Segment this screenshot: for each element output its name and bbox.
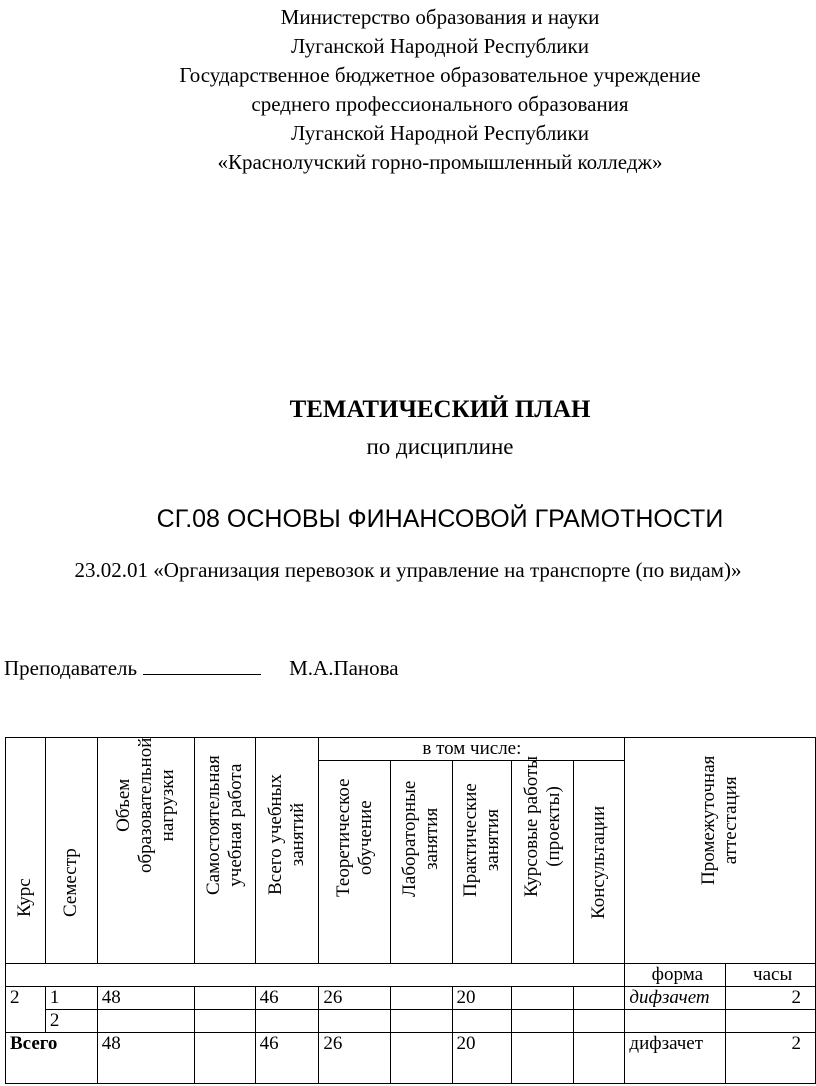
col-header-hours: часы — [726, 964, 816, 987]
total-row — [6, 1033, 816, 1084]
header-line: «Краснолучский горно-промышленный колледж» — [217, 150, 663, 174]
col-header-theory: Теоретическое обучение — [319, 761, 391, 964]
table-row — [6, 987, 816, 1010]
cell-form: дифзачет — [625, 1033, 726, 1084]
cell-total: 46 — [255, 987, 319, 1010]
col-header-selfwork: Самостоятельная учебная работа — [195, 738, 256, 964]
col-header-consult: Консультации — [573, 761, 625, 964]
teacher-label: Преподаватель — [4, 656, 138, 680]
thematic-plan-table — [5, 737, 816, 1084]
table-row — [6, 1010, 816, 1033]
cell-semester: 1 — [45, 987, 97, 1010]
document-title: ТЕМАТИЧЕСКИЙ ПЛАН — [289, 396, 591, 423]
cell-consult — [573, 1033, 625, 1084]
cell-semester: 2 — [45, 1010, 97, 1033]
cell-practice: 20 — [452, 1033, 512, 1084]
cell-coursework — [512, 987, 574, 1010]
header-line: среднего профессионального образования — [251, 92, 629, 116]
cell-selfwork — [195, 1033, 256, 1084]
cell-coursework — [512, 1033, 574, 1084]
teacher-name: М.А.Панова — [289, 656, 399, 680]
teacher-line — [4, 656, 399, 681]
col-header-including: в том числе: — [319, 738, 625, 761]
cell-volume: 48 — [97, 987, 194, 1010]
cell-lab — [390, 1033, 452, 1084]
cell-hours: 2 — [726, 987, 816, 1010]
cell-theory: 26 — [319, 1033, 391, 1084]
col-header-practice: Практические занятия — [452, 761, 512, 964]
signature-line — [143, 656, 261, 675]
header-line: Государственное бюджетное образовательное учреждение — [179, 63, 701, 87]
col-header-volume: Объем образовательной нагрузки — [97, 738, 194, 964]
cell-selfwork — [195, 987, 256, 1010]
attestation-label-cell: Промежуточная аттестация — [625, 761, 816, 964]
header-line: Луганской Народной Республики — [291, 121, 589, 145]
col-header-coursework: Курсовые работы (проекты) — [512, 761, 574, 964]
col-header-total: Всего учебных занятий — [255, 738, 319, 964]
header-line: Министерство образования и науки — [280, 5, 600, 29]
cell-total-label: Всего — [6, 1033, 98, 1084]
cell-practice: 20 — [452, 987, 512, 1010]
col-header-semester: Семестр — [45, 738, 97, 964]
discipline-name: СГ.08 ОСНОВЫ ФИНАНСОВОЙ ГРАМОТНОСТИ — [156, 505, 724, 533]
cell-hours: 2 — [726, 1033, 816, 1084]
cell-form: дифзачет — [625, 987, 726, 1010]
cell-total: 46 — [255, 1033, 319, 1084]
specialty-name: 23.02.01 «Организация перевозок и управление на транспорте (по видам)» — [74, 558, 742, 582]
cell-course: 2 — [6, 987, 46, 1033]
cell-theory: 26 — [319, 987, 391, 1010]
cell-consult — [573, 987, 625, 1010]
col-header-course: Курс — [6, 738, 46, 964]
institution-header — [0, 3, 816, 177]
cell-lab — [390, 987, 452, 1010]
col-header-lab: Лабораторные занятия — [390, 761, 452, 964]
cell-volume: 48 — [97, 1033, 194, 1084]
col-header-form: форма — [625, 964, 726, 987]
header-line: Луганской Народной Республики — [291, 34, 589, 58]
document-subtitle: по дисциплине — [366, 434, 514, 459]
